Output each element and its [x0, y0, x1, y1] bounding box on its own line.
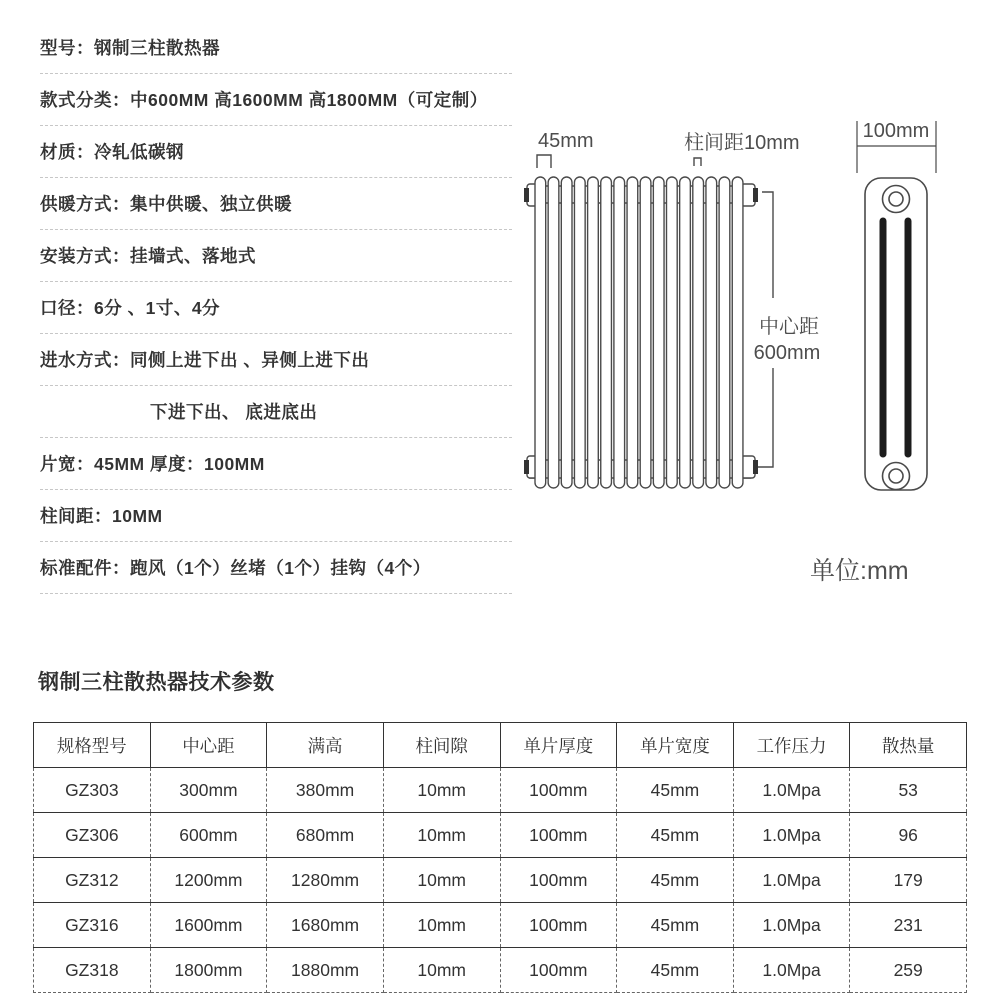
table-header-row: [34, 723, 967, 768]
table-cell: 1800mm: [150, 948, 267, 993]
spec-row-text: 柱间距：10MM: [40, 506, 163, 526]
radiator-tube: [601, 177, 612, 488]
pipe-end-plug: [524, 460, 529, 474]
spec-row-text: 材质：冷轧低碳钢: [40, 142, 184, 162]
spec-row: [40, 230, 512, 282]
table-cell: 45mm: [617, 948, 734, 993]
table-cell: 1600mm: [150, 903, 267, 948]
spec-row: [40, 126, 512, 178]
pipe-end-plug: [753, 460, 758, 474]
table-cell: 179: [850, 858, 967, 903]
radiator-tube: [667, 177, 678, 488]
radiator-technical-drawing: [505, 100, 975, 580]
radiator-tube: [574, 177, 585, 488]
radiator-tube: [706, 177, 717, 488]
spec-row: [40, 22, 512, 74]
table-cell: 259: [850, 948, 967, 993]
spec-row: [40, 282, 512, 334]
center-distance-label-line2: 600mm: [753, 342, 821, 364]
table-row: [34, 903, 967, 948]
radiator-tube: [627, 177, 638, 488]
table-cell: 1.0Mpa: [733, 813, 850, 858]
table-row: [34, 948, 967, 993]
pipe-end-plug: [524, 188, 529, 202]
table-cell: GZ306: [34, 813, 151, 858]
radiator-front-view: [524, 155, 773, 488]
radiator-tube: [653, 177, 664, 488]
table-cell: 45mm: [617, 903, 734, 948]
spec-row-text: 安装方式：挂墙式、落地式: [40, 246, 256, 266]
table-cell: 1.0Mpa: [733, 903, 850, 948]
table-cell: 100mm: [500, 948, 617, 993]
radiator-side-view: [857, 121, 936, 490]
table-cell: GZ318: [34, 948, 151, 993]
radiator-tube: [561, 177, 572, 488]
table-cell: GZ316: [34, 903, 151, 948]
table-cell: 45mm: [617, 813, 734, 858]
table-header-cell: 单片厚度: [500, 723, 617, 768]
radiator-tube: [693, 177, 704, 488]
table-header-cell: 散热量: [850, 723, 967, 768]
spec-row-text: 款式分类：中600MM 高1600MM 高1800MM（可定制）: [40, 90, 488, 110]
center-dim-line-top: [762, 192, 773, 298]
side-depth-label: 100mm: [862, 120, 930, 142]
table-cell: 45mm: [617, 858, 734, 903]
side-view-body: [865, 178, 927, 490]
table-header-cell: 满高: [267, 723, 384, 768]
spec-row-text: 标准配件：跑风（1个）丝堵（1个）挂钩（4个）: [40, 558, 431, 578]
column-gap-label: 柱间距10mm: [684, 132, 800, 154]
table-cell: 680mm: [267, 813, 384, 858]
radiator-tube: [535, 177, 546, 488]
table-cell: 300mm: [150, 768, 267, 813]
gap-dim-bracket: [694, 158, 701, 166]
table-cell: 53: [850, 768, 967, 813]
table-cell: 10mm: [383, 858, 500, 903]
table-cell: 1280mm: [267, 858, 384, 903]
table-cell: 1.0Mpa: [733, 768, 850, 813]
spec-row: [40, 74, 512, 126]
table-header-cell: 中心距: [150, 723, 267, 768]
table-cell: 600mm: [150, 813, 267, 858]
spec-row-text: 型号：钢制三柱散热器: [40, 38, 220, 58]
radiator-tube: [680, 177, 691, 488]
center-distance-label-line1: 中心距: [759, 316, 819, 338]
table-cell: 10mm: [383, 768, 500, 813]
spec-row: [40, 490, 512, 542]
spec-row-text: 口径：6分 、1寸、4分: [40, 298, 221, 318]
table-row: [34, 768, 967, 813]
table-cell: 10mm: [383, 813, 500, 858]
spec-row: [40, 386, 512, 438]
table-title: 钢制三柱散热器技术参数: [38, 671, 275, 694]
table-cell: 100mm: [500, 903, 617, 948]
table-cell: GZ312: [34, 858, 151, 903]
table-cell: 231: [850, 903, 967, 948]
spec-row-text: 片宽：45MM 厚度：100MM: [40, 454, 265, 474]
table-cell: 380mm: [267, 768, 384, 813]
table-row: [34, 858, 967, 903]
table-body: [34, 768, 967, 993]
spec-row: [40, 438, 512, 490]
table-row: [34, 813, 967, 858]
radiator-tubes: [535, 177, 743, 488]
pipe-end-plug: [753, 188, 758, 202]
table-cell: 1.0Mpa: [733, 858, 850, 903]
radiator-tube: [548, 177, 559, 488]
table-cell: 45mm: [617, 768, 734, 813]
spec-row-text: 下进下出、 底进底出: [150, 402, 318, 422]
table-header: [34, 723, 967, 768]
radiator-tube: [732, 177, 743, 488]
table-cell: 96: [850, 813, 967, 858]
center-dim-line-bottom: [758, 368, 773, 467]
table-cell: GZ303: [34, 768, 151, 813]
product-spec-list: [40, 22, 512, 594]
table-cell: 1.0Mpa: [733, 948, 850, 993]
table-header-cell: 单片宽度: [617, 723, 734, 768]
radiator-tube: [614, 177, 625, 488]
table-cell: 100mm: [500, 768, 617, 813]
table-cell: 1200mm: [150, 858, 267, 903]
unit-note: 单位:mm: [810, 557, 909, 585]
table-header-cell: 柱间隙: [383, 723, 500, 768]
table-cell: 100mm: [500, 858, 617, 903]
table-cell: 10mm: [383, 903, 500, 948]
table-cell: 100mm: [500, 813, 617, 858]
technical-parameter-table: [33, 722, 967, 993]
table-cell: 1680mm: [267, 903, 384, 948]
spec-row-text: 供暖方式：集中供暖、独立供暖: [40, 194, 292, 214]
table-cell: 1880mm: [267, 948, 384, 993]
radiator-tube: [588, 177, 599, 488]
front-width-label: 45mm: [538, 130, 594, 152]
table-header-cell: 工作压力: [733, 723, 850, 768]
spec-row: [40, 334, 512, 386]
spec-row: [40, 542, 512, 594]
spec-row: [40, 178, 512, 230]
width-dim-bracket: [537, 155, 551, 168]
radiator-tube: [640, 177, 651, 488]
radiator-tube: [719, 177, 730, 488]
table-cell: 10mm: [383, 948, 500, 993]
table-header-cell: 规格型号: [34, 723, 151, 768]
spec-row-text: 进水方式：同侧上进下出 、异侧上进下出: [40, 350, 370, 370]
